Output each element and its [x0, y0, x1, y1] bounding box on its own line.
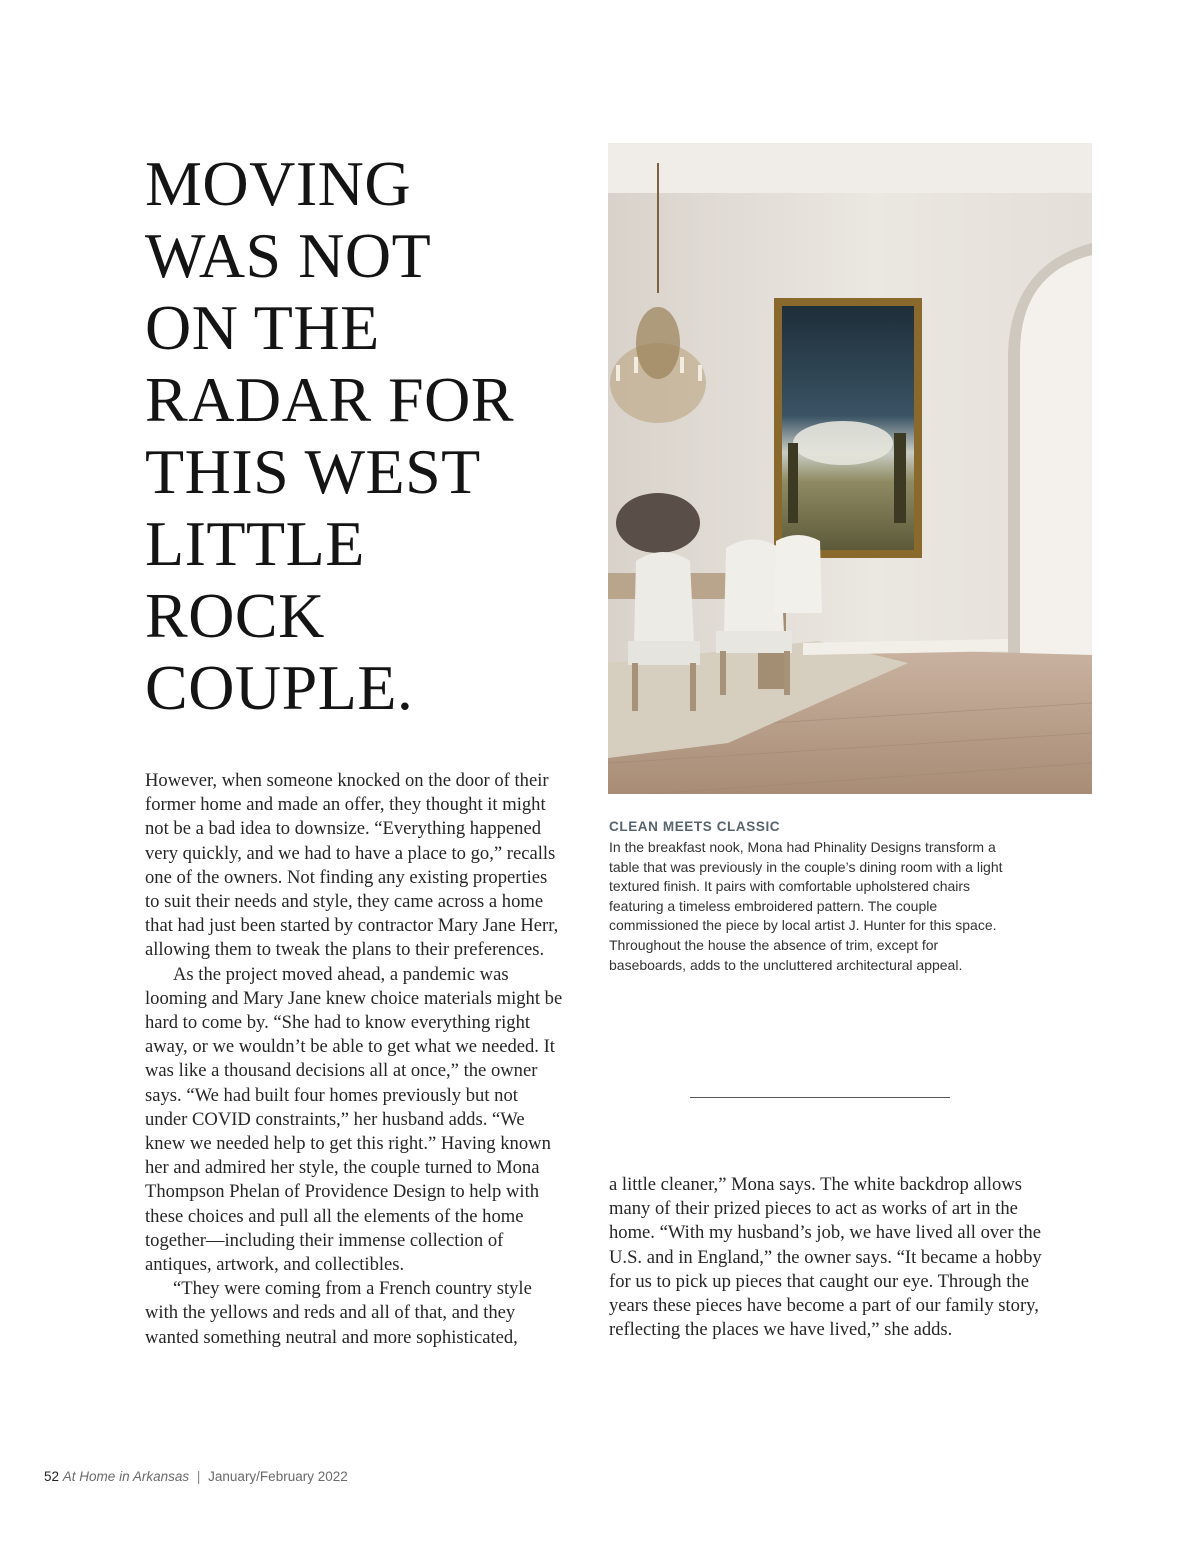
- issue-date: January/February 2022: [208, 1469, 348, 1484]
- headline-line: ON THE: [145, 292, 380, 363]
- publication-name: At Home in Arkansas: [62, 1469, 190, 1484]
- headline-line: COUPLE.: [145, 652, 414, 723]
- body-paragraph: a little cleaner,” Mona says. The white backdrop allows many of their prized pieces to act as works of art in the home. “With my husband’s job, we have lived all over the U.S. and in England,” the owner says. “It became a hobby for us to pick up pieces that caught our eye. Through the years these pieces have become a part of our family story, reflecting the places we have lived,” she adds.: [609, 1174, 1042, 1341]
- body-column-right: [609, 1173, 1043, 1342]
- caption-title: CLEAN MEETS CLASSIC: [609, 819, 781, 834]
- headline-line: ROCK: [145, 580, 325, 651]
- headline-line: LITTLE: [145, 508, 365, 579]
- breakfast-nook-photo: [608, 143, 1092, 794]
- page-footer: [44, 1468, 348, 1486]
- body-column-left: [145, 769, 563, 1350]
- headline-line: WAS NOT: [145, 220, 432, 291]
- caption-text: In the breakfast nook, Mona had Phinality Designs transform a table that was previously in the couple’s dining room with a light textured finish. It pairs with comfortable upholstered chairs featuring a timeless embroidered pattern. The couple commissioned the piece by local artist J. Hunter for this space. Throughout the house the absence of trim, except for baseboards, adds to the uncluttered architectural appeal.: [609, 839, 1003, 973]
- headline-line: MOVING: [145, 148, 412, 219]
- footer-separator: |: [196, 1469, 201, 1484]
- article-headline: [145, 148, 575, 724]
- body-paragraph: As the project moved ahead, a pandemic was looming and Mary Jane knew choice materials might be hard to come by. “She had to know everything right away, or we wouldn’t be able to get what we needed. It was like a thousand decisions all at once,” the owner says. “We had built four homes previously but not under COVID constraints,” her husband adds. “We knew we needed help to get this right.” Having known her and admired her style, the couple turned to Mona Thompson Phelan of Providence Design to help with these choices and pull all the elements of the home together—including their immense collection of antiques, artwork, and collectibles.: [145, 963, 563, 1276]
- page-number: 52: [44, 1469, 60, 1484]
- body-paragraph: “They were coming from a French country style with the yellows and reds and all of that, and they wanted something neutral and more sophisticated,: [145, 1278, 532, 1348]
- headline-line: RADAR FOR: [145, 364, 515, 435]
- photo-caption: [609, 818, 1009, 975]
- body-paragraph: However, when someone knocked on the door of their former home and made an offer, they thought it might not be a bad idea to downsize. “Everything happened very quickly, and we had to have a place to go,” recalls one of the owners. Not finding any existing properties to suit their needs and style, they came across a home that had just been started by contractor Mary Jane Herr, allowing them to tweak the plans to their preferences.: [145, 770, 559, 961]
- headline-line: THIS WEST: [145, 436, 481, 507]
- section-divider: [690, 1097, 950, 1098]
